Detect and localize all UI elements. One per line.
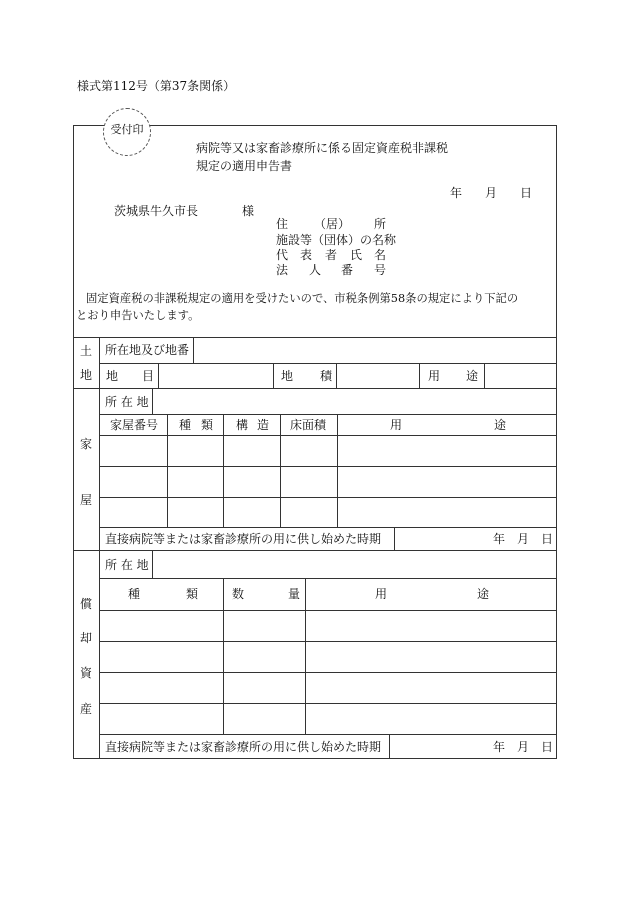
house-label-char-1: 家 bbox=[79, 437, 92, 451]
land-chiseki-char-1: 地 bbox=[281, 369, 294, 383]
assets-label-char-4: 産 bbox=[79, 702, 92, 716]
assets-location-field[interactable] bbox=[153, 551, 556, 578]
house-header-structure-1: 構 bbox=[236, 418, 249, 432]
date-year-label: 年 bbox=[450, 186, 463, 200]
land-location-label: 所在地及び地番 bbox=[105, 343, 190, 357]
assets-label-char-1: 償 bbox=[79, 597, 92, 611]
assets-header-qty-1: 数 bbox=[232, 587, 245, 601]
date-month-label: 月 bbox=[485, 186, 498, 200]
assets-header-use-1: 用 bbox=[375, 587, 388, 601]
land-chimoku-char-1: 地 bbox=[106, 369, 119, 383]
house-start-date-field[interactable] bbox=[395, 528, 556, 550]
house-start-day: 日 bbox=[541, 532, 554, 546]
house-header-structure-2: 造 bbox=[257, 418, 270, 432]
addressee-sama: 様 bbox=[242, 204, 255, 218]
applicant-rep-char-5: 名 bbox=[374, 248, 387, 262]
house-header-use-2: 途 bbox=[494, 418, 507, 432]
applicant-corp-char-2: 人 bbox=[309, 263, 322, 277]
body-text-line2: とおり申告いたします。 bbox=[76, 309, 200, 322]
applicant-address-label-1: 住 bbox=[276, 217, 289, 231]
applicant-address-label-2: （居） bbox=[314, 217, 351, 231]
assets-location-label: 所 在 地 bbox=[105, 558, 149, 572]
reception-stamp-circle bbox=[103, 108, 151, 156]
land-chimoku-field[interactable] bbox=[159, 364, 273, 388]
house-header-number: 家屋番号 bbox=[110, 418, 159, 432]
house-start-year: 年 bbox=[493, 532, 506, 546]
assets-start-date-field[interactable] bbox=[390, 735, 556, 758]
assets-header-use-2: 途 bbox=[477, 587, 490, 601]
house-header-kind-2: 類 bbox=[201, 418, 214, 432]
house-start-month: 月 bbox=[517, 532, 530, 546]
house-header-area: 床面積 bbox=[290, 418, 327, 432]
house-header-kind-1: 種 bbox=[179, 418, 192, 432]
assets-rows-entry-area[interactable] bbox=[100, 611, 556, 734]
assets-start-label: 直接病院等または家畜診療所の用に供し始めた時期 bbox=[105, 740, 382, 754]
house-label-char-2: 屋 bbox=[79, 493, 92, 507]
applicant-corp-char-1: 法 bbox=[276, 263, 289, 277]
applicant-corp-char-4: 号 bbox=[374, 263, 387, 277]
house-start-label: 直接病院等または家畜診療所の用に供し始めた時期 bbox=[105, 532, 382, 546]
form-title-line1: 病院等又は家畜診療所に係る固定資産税非課税 bbox=[196, 141, 449, 155]
land-youto-char-1: 用 bbox=[428, 369, 441, 383]
house-location-field[interactable] bbox=[153, 389, 556, 414]
assets-header-qty-2: 量 bbox=[288, 587, 301, 601]
applicant-corp-char-3: 番 bbox=[341, 263, 354, 277]
land-youto-char-2: 途 bbox=[466, 369, 479, 383]
form-title-line2: 規定の適用申告書 bbox=[196, 159, 293, 173]
reception-stamp-label: 受付印 bbox=[110, 123, 144, 136]
applicant-address-label-3: 所 bbox=[374, 217, 387, 231]
assets-label-char-2: 却 bbox=[79, 631, 92, 645]
assets-start-month: 月 bbox=[517, 740, 530, 754]
land-chiseki-field[interactable] bbox=[337, 364, 419, 388]
applicant-rep-char-1: 代 bbox=[276, 248, 289, 262]
date-day-label: 日 bbox=[520, 186, 533, 200]
applicant-rep-char-2: 表 bbox=[300, 248, 313, 262]
addressee: 茨城県牛久市長 bbox=[114, 204, 199, 218]
applicant-rep-char-4: 氏 bbox=[350, 248, 363, 262]
applicant-facility-label: 施設等（団体）の名称 bbox=[276, 233, 397, 247]
assets-header-kind-2: 類 bbox=[186, 587, 199, 601]
land-chimoku-char-2: 目 bbox=[142, 369, 155, 383]
body-text-line1: 固定資産税の非課税規定の適用を受けたいので、市税条例第58条の規定により下記の bbox=[86, 292, 519, 305]
applicant-rep-char-3: 者 bbox=[325, 248, 338, 262]
land-location-field[interactable] bbox=[194, 338, 556, 363]
assets-start-year: 年 bbox=[493, 740, 506, 754]
land-label-char-1: 土 bbox=[79, 344, 92, 358]
house-rows-entry-area[interactable] bbox=[100, 436, 556, 527]
land-label-char-2: 地 bbox=[79, 368, 92, 382]
house-header-use-1: 用 bbox=[390, 418, 403, 432]
house-location-label: 所 在 地 bbox=[105, 395, 149, 409]
land-chiseki-char-2: 積 bbox=[320, 369, 333, 383]
assets-label-char-3: 資 bbox=[79, 666, 92, 680]
form-number: 様式第112号（第37条関係） bbox=[77, 79, 236, 93]
assets-header-kind-1: 種 bbox=[128, 587, 141, 601]
assets-start-day: 日 bbox=[541, 740, 554, 754]
land-youto-field[interactable] bbox=[485, 364, 556, 388]
